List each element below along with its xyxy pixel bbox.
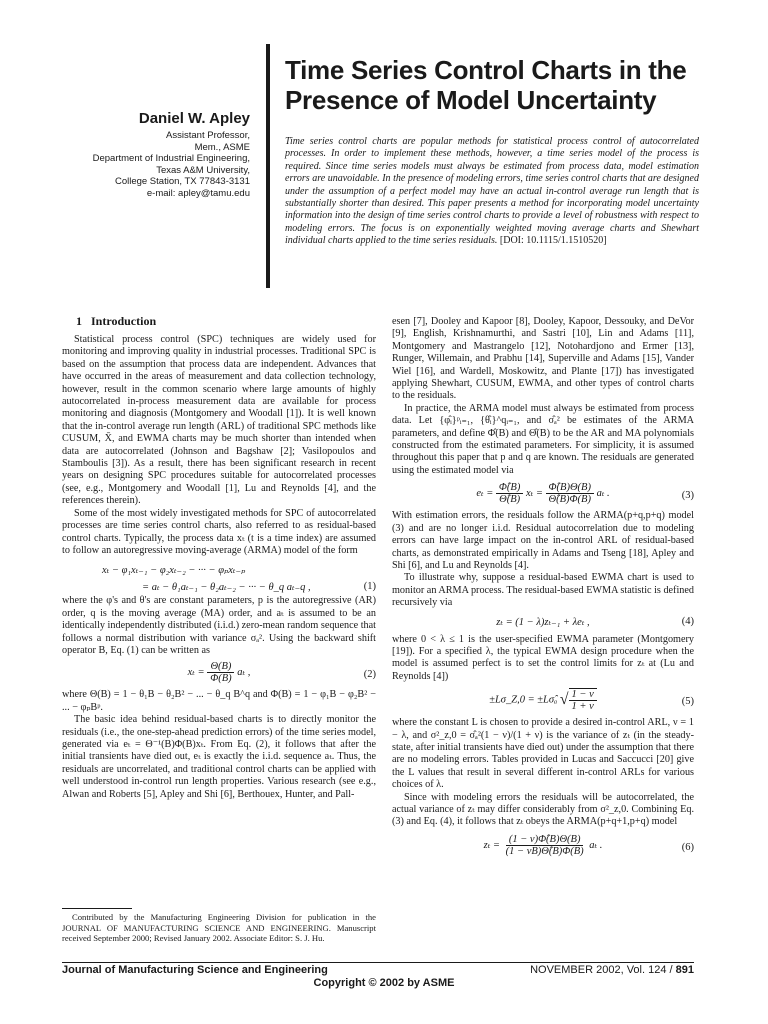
section-title: Introduction bbox=[91, 314, 157, 328]
affiliation-line: College Station, TX 77843-3131 bbox=[114, 176, 250, 187]
section-heading bbox=[76, 314, 376, 329]
paragraph: To illustrate why, suppose a residual-based EWMA chart is used to monitor an ARMA process. The residual-based EWMA statistic is defined recursively via bbox=[392, 572, 694, 609]
equation-number: (4) bbox=[681, 615, 694, 627]
equation-4-body: zₜ = (1 − λ)zₜ₋₁ + λeₜ , bbox=[496, 616, 590, 628]
fraction-denominator: Θ̂(B)Φ(B) bbox=[548, 494, 591, 506]
abstract bbox=[285, 136, 699, 248]
paragraph: The basic idea behind residual-based charts is to directly monitor the residuals (i.e., the one-step-ahead prediction errors) of the time series model, generated via eₜ = Θ⁻¹(B)Φ(B)xₜ. From Eq. (2), it follows that after the initial transients have died out, eₜ is exactly the i.i.d. sequence aₜ. Thus, the residuals are uncorrelated, and traditional control charts can be applied with well understood in-control run length properties. Various research (see e.g., Alwan and Roberts [5], Apley and Shi [6], Berthouex, Hunter, and Pall- bbox=[62, 714, 376, 800]
equation-1-line1: xₜ − φ₁xₜ₋₁ − φ₂xₜ₋₂ − ··· − φₚxₜ₋ₚ bbox=[102, 565, 246, 577]
equation-2-rhs: aₜ , bbox=[237, 667, 251, 679]
author-block bbox=[60, 110, 250, 199]
equation-number: (6) bbox=[681, 841, 694, 853]
fraction-denominator: Θ̂(B) bbox=[499, 494, 521, 506]
equation-5-fraction bbox=[569, 688, 597, 712]
page-number: 891 bbox=[675, 964, 694, 976]
equation-3-rhs: aₜ . bbox=[596, 488, 610, 500]
equation-3 bbox=[392, 482, 694, 505]
equation-5-lhs: ±Lσ_Z,0 = ±Lσ̂ₐ bbox=[489, 694, 558, 706]
author-email: e-mail: apley@tamu.edu bbox=[146, 187, 250, 199]
journal-name: Journal of Manufacturing Science and Engineering bbox=[62, 964, 328, 976]
paragraph: where the φ's and θ's are constant parameters, p is the autoregressive (AR) order, q is the moving average (MA) order, and aₜ is assumed to be an identically independently distributed (i.i.d.) zero-mean random sequence that follows a normal distribution with variance σₐ². Using the backward shift operator B, Eq. (1) can be written as bbox=[62, 595, 377, 656]
footer-rule bbox=[62, 962, 694, 963]
equation-5 bbox=[392, 688, 694, 712]
abstract-text: Time series control charts are popular methods for statistical process control of autocorrelated processes. In order to implement these methods, however, a time series model of the process is required. Since time series models must always be estimated from process data, model estimation errors are unavoidable. In the presence of modeling errors, time series control charts that are designed under the assumption of a perfect model may have an actual in-control average run length that is substantially shorter than desired. This paper presents a method for incorporating model uncertainty information into the design of time series control charts to provide a level of robustness with respect to modeling errors. The focus is on exponentially weighted moving average charts and Shewhart individual charts applied to the time series residuals. bbox=[285, 136, 699, 247]
equation-1-line2: = aₜ − θ₁aₜ₋₁ − θ₂aₜ₋₂ − ··· − θ_q aₜ₋q , bbox=[142, 582, 311, 594]
equation-3-mid: xₜ = bbox=[525, 488, 543, 500]
issue-date-volume: NOVEMBER 2002, Vol. 124 bbox=[530, 964, 667, 976]
paragraph: where Θ(B) = 1 − θ₁B − θ₂B² − ... − θ_q B^q and Φ(B) = 1 − φ₁B − φ₂B² − ... − φₚBᵖ. bbox=[62, 689, 376, 713]
equation-number: (1) bbox=[363, 581, 376, 593]
left-column bbox=[62, 314, 376, 801]
fraction-numerator: Θ(B) bbox=[207, 661, 234, 673]
equation-6-lhs: zₜ = bbox=[483, 839, 500, 851]
equation-number: (2) bbox=[363, 669, 376, 681]
fraction-denominator: Φ(B) bbox=[210, 673, 232, 685]
copyright: Copyright © 2002 by ASME bbox=[313, 977, 455, 989]
header-divider-bar bbox=[266, 44, 270, 288]
paragraph: where the constant L is chosen to provide a desired in-control ARL, ν = 1 − λ, and σ²_z,0 = σ̂ₐ²(1 − ν)/(1 + ν) is the variance of zₜ (in the steady-state, after initial transients have died out) under the assumption that there are no modeling errors. Tables provided in Lucas and Saccucci [20] give the L values that result in several different in-control ARLs for various choices of λ. bbox=[392, 717, 694, 791]
fraction-numerator: (1 − ν)Φ̂(B)Θ(B) bbox=[506, 834, 584, 846]
equation-6 bbox=[392, 834, 694, 857]
affiliation-line: Mem., ASME bbox=[194, 141, 250, 153]
fraction-denominator: (1 − νB)Θ̂(B)Φ(B) bbox=[505, 845, 584, 857]
paragraph: esen [7], Dooley and Kapoor [8], Dooley, Kapoor, Dessouky, and DeVor [9], English, Krishnamurthi, and Sastri [10], Lin and Adams [11], Montgomery and Mastrangelo [12], Notohardjono and Ermer [13], Runger, Willemain, and Prabhu [14], Superville and Adams [15], Vander Wiel [16], and Wardell, Moskowitz, and Plante [17]) has investigated applying Shewhart, CUSUM, EWMA, and other types of control charts to the residuals. bbox=[392, 316, 694, 402]
fraction-denominator: 1 + ν bbox=[571, 701, 594, 713]
section-number: 1 bbox=[76, 314, 82, 328]
equation-1 bbox=[62, 564, 376, 593]
equation-3-fraction-1 bbox=[496, 482, 523, 505]
paragraph: Since with modeling errors the residuals will be autocorrelated, the actual variance of zₜ may differ considerably from σ²_z,0. Combining Eq. (3) and Eq. (4), it follows that zₜ obeys the ARMA(p+q+1,p+q) model bbox=[392, 791, 694, 828]
right-column bbox=[392, 316, 694, 862]
issue-info bbox=[510, 964, 694, 976]
author-name: Daniel W. Apley bbox=[138, 110, 250, 127]
equation-6-rhs: aₜ . bbox=[589, 839, 603, 851]
paragraph: Some of the most widely investigated methods for SPC of autocorrelated processes are time series control charts, also referred to as residual-based control charts. Typically, the process data xₜ (t is a time index) are assumed to follow an autoregressive moving-average (ARMA) model of the form bbox=[62, 507, 376, 556]
affiliation-line: Assistant Professor, bbox=[166, 130, 250, 141]
paragraph: In practice, the ARMA model must always be estimated from process data. Let {φ̂ᵢ}ᵖᵢ₌₁, {θ̂ᵢ}^qᵢ₌₁, and σ̂ₐ² be estimates of the ARMA parameters, and define Φ̂(B) and Θ̂(B) to be the AR and MA polynomials constructed from the estimated parameters. For simplicity, it is assumed throughout this paper that p and q are known. The residuals are generated using the estimated model via bbox=[392, 402, 694, 476]
equation-3-fraction-2 bbox=[546, 482, 594, 505]
footnote-text: Contributed by the Manufacturing Engineering Division for publication in the JOURNAL OF MANUFACTURING SCIENCE AND ENGINEERING. Manuscript received September 2000; Revised January 2002. Associate Editor: S. J. Hu. bbox=[62, 912, 376, 944]
footer-separator: / bbox=[669, 964, 673, 976]
affiliation-line: Department of Industrial Engineering, bbox=[92, 153, 250, 164]
fraction-numerator: 1 − ν bbox=[569, 689, 597, 701]
footnote-rule bbox=[62, 908, 132, 909]
sqrt-icon: √ bbox=[559, 691, 569, 709]
fraction-numerator: Φ̂(B) bbox=[496, 482, 523, 494]
equation-2-fraction bbox=[207, 661, 234, 684]
footnote bbox=[62, 908, 376, 944]
paper-title: Time Series Control Charts in the Presence of Model Uncertainty bbox=[285, 55, 687, 115]
fraction-numerator: Φ̂(B)Θ(B) bbox=[546, 482, 594, 494]
equation-4 bbox=[392, 616, 694, 628]
affiliation-line: Texas A&M University, bbox=[156, 164, 250, 176]
equation-number: (5) bbox=[681, 696, 694, 708]
equation-6-fraction bbox=[503, 834, 587, 857]
doi: [DOI: 10.1115/1.1510520] bbox=[499, 235, 607, 247]
equation-number: (3) bbox=[681, 490, 694, 502]
equation-2 bbox=[62, 661, 376, 684]
paragraph: With estimation errors, the residuals follow the ARMA(p+q,p+q) model (3) and are no longer i.i.d. Residual autocorrelation due to modeling errors can have large impact on the in-control ARL of residual-based charts, as demonstrated empirically in Adams and Tseng [18], Apley and Shi [6], and Lu and Reynolds [4]. bbox=[392, 510, 694, 571]
equation-2-lhs: xₜ = bbox=[187, 667, 205, 679]
paragraph: where 0 < λ ≤ 1 is the user-specified EWMA parameter (Montgomery [19]). For a specified λ, the typical EWMA design procedure when the model is assumed perfect is to set the control limits for zₜ at (Lu and Reynolds [4]) bbox=[392, 633, 694, 682]
paragraph: Statistical process control (SPC) techniques are widely used for monitoring and improving quality in industrial processes. Traditional SPC is based on the assumption that process data are independent. Advances that have occurred in the areas of measurement and data collection technology, however, result in the common scenario where large amounts of highly autocorrelated in-process measurement data are available for process monitoring and diagnosis (Montgomery and Woodall [1]). It is well known that the in-control average run length (ARL) of traditional SPC methods like CUSUM, X̄, and EWMA charts may be much shorter than intended when data are autocorrelated (Johnson and Bagshaw [2]; Vasilopoulos and Stamboulis [3]). As a result, there has been significant research in recent years on designing SPC procedures suitable for autocorrelated processes (see, e.g., Montgomery and Woodall [1], Lu and Reynolds [4], and the references therein). bbox=[62, 334, 376, 507]
equation-3-lhs: eₜ = bbox=[476, 488, 494, 500]
